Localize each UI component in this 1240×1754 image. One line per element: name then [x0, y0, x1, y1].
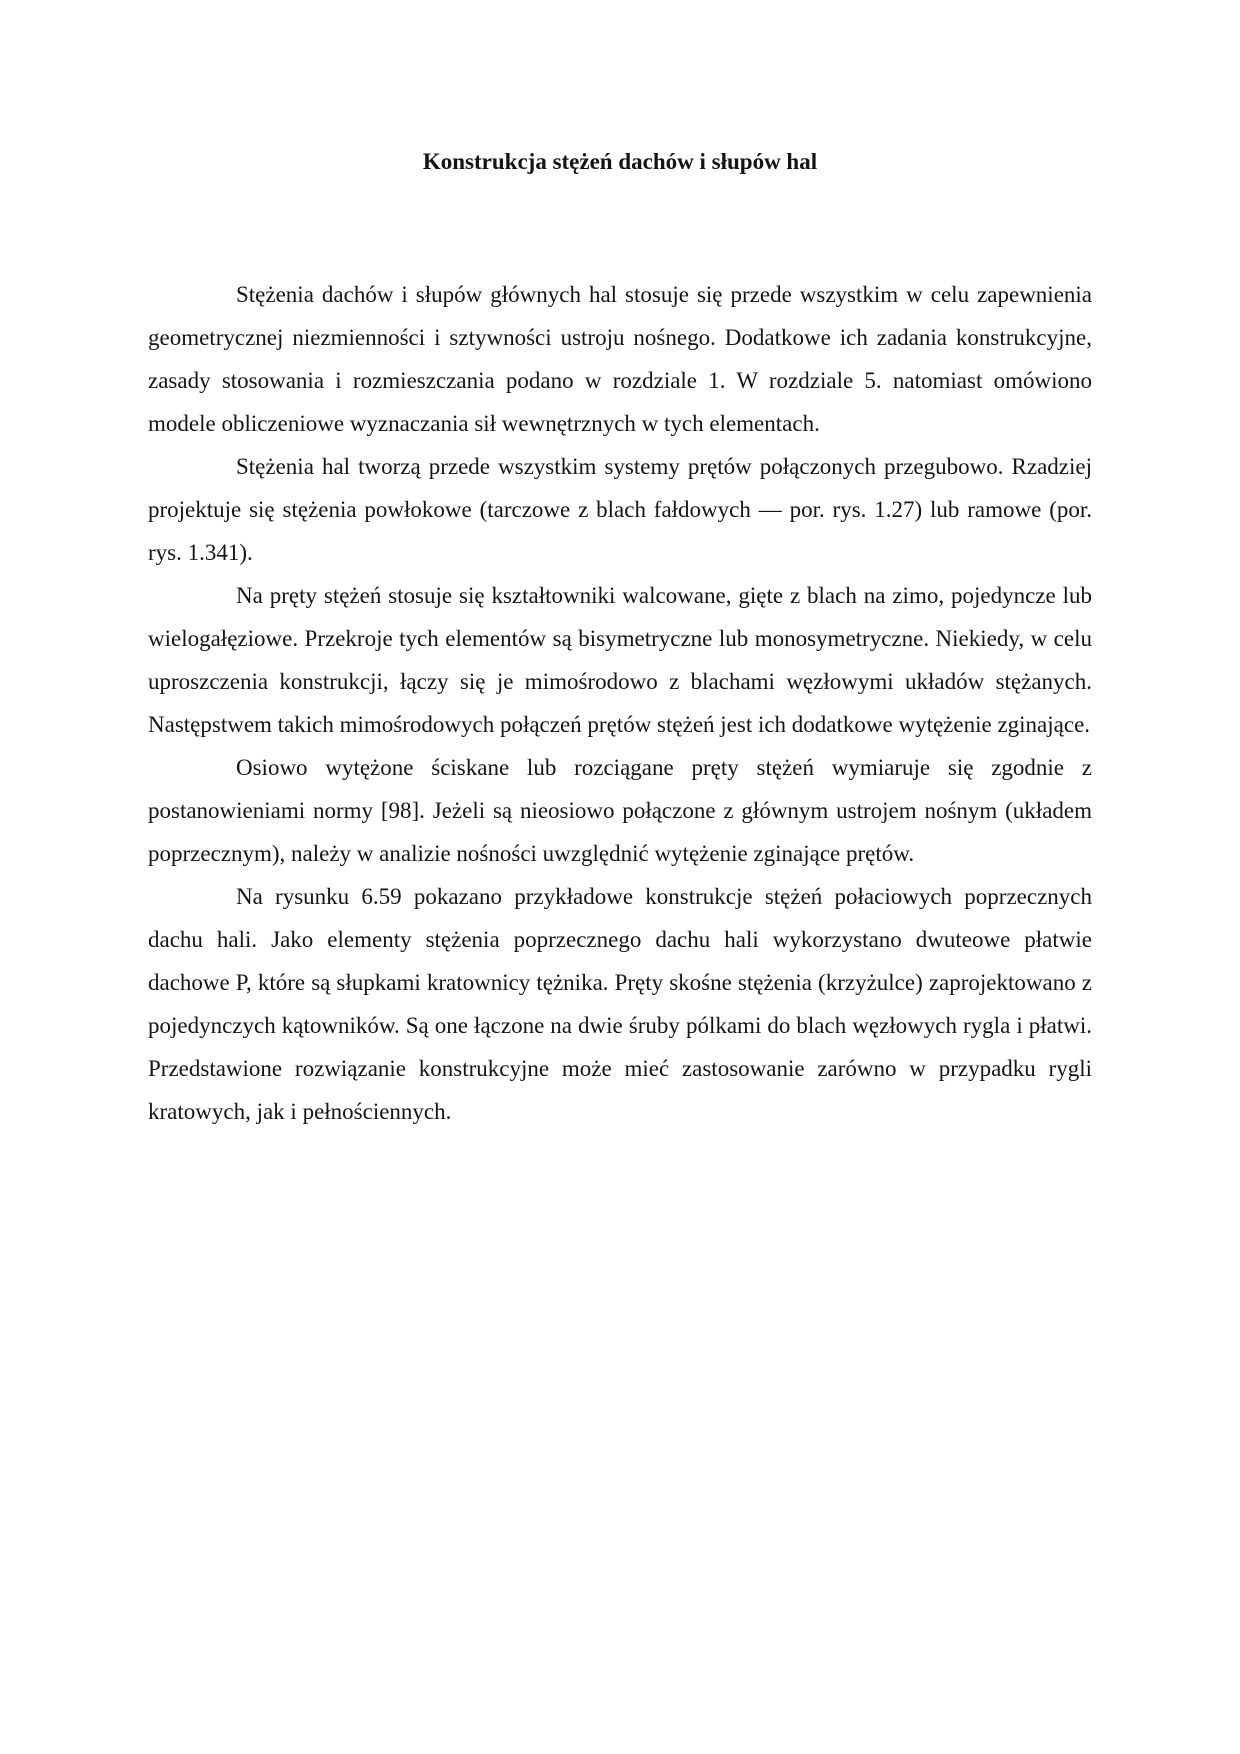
paragraph-3: Na pręty stężeń stosuje się kształtowniki walcowane, gięte z blach na zimo, pojedyncze lub wielogałęziowe. Przekroje tych elementów są bisymetryczne lub monosymetryczne. Niekiedy, w celu uproszczenia konstrukcji, łączy się je mimośrodowo z blachami węzłowymi układów stężanych. Następstwem takich mimośrodowych połączeń prętów stężeń jest ich dodatkowe wytężenie zginające.	[148, 583, 1092, 737]
document-body	[148, 273, 1092, 1133]
paragraph-5: Na rysunku 6.59 pokazano przykładowe konstrukcje stężeń połaciowych poprzecznych dachu hali. Jako elementy stężenia poprzecznego dachu hali wykorzystano dwuteowe płatwie dachowe P, które są słupkami kratownicy tężnika. Pręty skośne stężenia (krzyżulce) zaprojektowano z pojedynczych kątowników. Są one łączone na dwie śruby pólkami do blach węzłowych rygla i płatwi. Przedstawione rozwiązanie konstrukcyjne może mieć zastosowanie zarówno w przypadku rygli kratowych, jak i pełnościennych.	[148, 884, 1092, 1124]
paragraph-4: Osiowo wytężone ściskane lub rozciągane pręty stężeń wymiaruje się zgodnie z postanowieniami normy [98]. Jeżeli są nieosiowo połączone z głównym ustrojem nośnym (układem poprzecznym), należy w analizie nośności uwzględnić wytężenie zginające prętów.	[148, 755, 1092, 866]
paragraph-2: Stężenia hal tworzą przede wszystkim systemy prętów połączonych przegubowo. Rzadziej projektuje się stężenia powłokowe (tarczowe z blach fałdowych — por. rys. 1.27) lub ramowe (por. rys. 1.341).	[148, 454, 1092, 565]
paragraph-1: Stężenia dachów i słupów głównych hal stosuje się przede wszystkim w celu zapewnienia geometrycznej niezmienności i sztywności ustroju nośnego. Dodatkowe ich zadania konstrukcyjne, zasady stosowania i rozmieszczania podano w rozdziale 1. W rozdziale 5. natomiast omówiono modele obliczeniowe wyznaczania sił wewnętrznych w tych elementach.	[148, 282, 1092, 436]
document-title: Konstrukcja stężeń dachów i słupów hal	[422, 149, 818, 174]
